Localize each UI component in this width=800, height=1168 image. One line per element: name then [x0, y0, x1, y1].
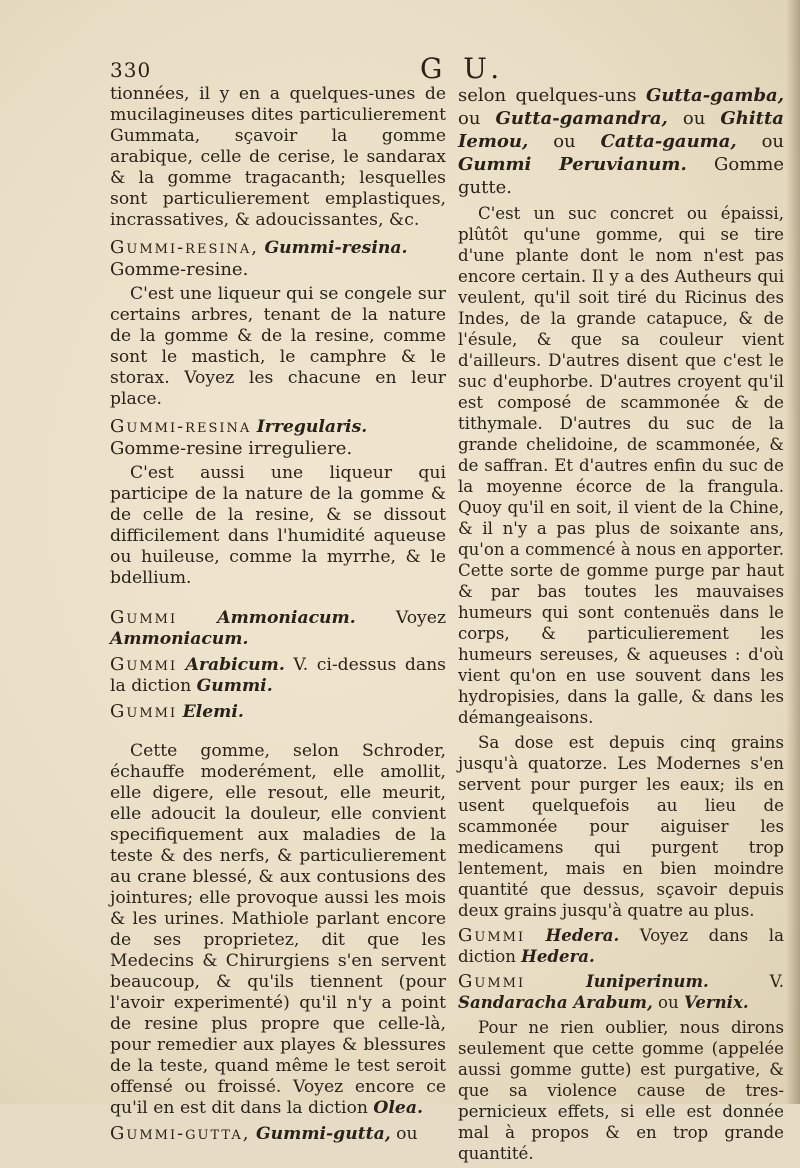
- entry-see: Voyez: [395, 608, 446, 628]
- entry-headword: Gummi: [110, 701, 178, 722]
- entry-gummi-resina-irregularis: [110, 416, 446, 438]
- page-edge-shadow: [786, 0, 800, 1104]
- entry-latin: Irregularis.: [256, 417, 368, 437]
- entry-latin: Iuniperinum.: [585, 971, 709, 991]
- entry-latin: Ammoniacum.: [217, 608, 356, 628]
- entry-latin: Gummi-resina.: [264, 238, 408, 258]
- synonym: Ghitta Iemou,: [458, 108, 784, 152]
- entry-gummi-iuniperinum: [458, 971, 784, 1013]
- entry-cross-reference: Hedera.: [521, 946, 595, 966]
- entry-headword: Gummi-resina,: [110, 237, 259, 258]
- synonym-or: ou: [682, 108, 706, 129]
- entry-latin: Gummi-gutta,: [255, 1124, 391, 1144]
- entry-cross-reference: Vernix.: [683, 992, 749, 1012]
- entry-french-name: Gomme-resine irreguliere.: [110, 438, 353, 459]
- entry-latin: Elemi.: [182, 702, 244, 722]
- synonym-or: ou: [458, 108, 481, 129]
- entry-cross-reference: Olea.: [373, 1098, 423, 1118]
- entry-see: V. ci-dessus dans la diction: [110, 655, 446, 696]
- entry-headword: Gummi: [110, 607, 178, 628]
- entry-text: Sa dose est depuis cinq grains jusqu'à quatorze. Les Modernes s'en servent pour purger les eaux; ils en usent quelquefois au lieu de scammonée pour aiguiser les medicamens qui purgent trop lentement, mais en bien moindre quantité que dessus, sçavoir depuis deux grains jusqu'à quatre au plus.: [458, 733, 784, 920]
- entry-gummi-gutta: [110, 1123, 446, 1145]
- entry-text: C'est une liqueur qui se congele sur certains arbres, tenant de la nature de la gomme & de la resine, comme sont le mastich, le camphre & le storax. Voyez les chacune en leur place.: [110, 284, 446, 409]
- entry-text-body: Cette gomme, selon Schroder, échauffe moderément, elle amollit, elle digere, elle resout, elle meurit, elle adoucit la douleur, elle convient specifiquement aux maladies de la teste & des nerfs, & particulierement au crane blessé, & aux contusions des jointures; elle provoque aussi les mois & les urines. Mathiole parlant encore de ses proprietez, dit que les Medecins & Chirurgiens s'en servent beaucoup, & qu'ils tiennent (pour l'avoir experimenté) qu'il n'y a point de resine plus propre que celle-là, pour remedier aux playes & blessures de la teste, quand même le test seroit offensé ou froissé. Voyez encore ce qu'il en est dit dans la diction: [110, 741, 446, 1118]
- left-paragraph-continued: tionnées, il y en a quelques-unes de mucilagineuses dites particulierement Gummata, sçavoir la gomme arabique, celle de cerise, le sandarax & la gomme tragacanth; lesquelles sont particulierement emplastiques, incrassatives, & adoucissantes, &c.: [110, 84, 446, 230]
- entry-headword: Gummi: [458, 971, 526, 992]
- entry-see: Voyez dans la diction: [458, 926, 784, 966]
- entry-cross-reference: Ammoniacum.: [110, 629, 249, 649]
- entry-gummi-arabicum: [110, 654, 446, 697]
- entry-gummi-elemi: [110, 701, 446, 723]
- right-column: [458, 84, 784, 1168]
- entry-gummi-hedera: [458, 925, 784, 967]
- entry-see: V.: [769, 972, 785, 991]
- entry-text: [110, 741, 446, 1119]
- entry-french-name: Gomme gutte.: [458, 154, 784, 198]
- spacer: [110, 593, 446, 607]
- synonym: Catta-gauma,: [600, 131, 737, 152]
- entry-cross-reference: Sandaracha Arabum,: [458, 992, 653, 1012]
- synonym-or: ou: [553, 131, 576, 152]
- synonym: Gummi Peruvianum.: [458, 154, 687, 175]
- page-header: [110, 52, 770, 86]
- entry-headword: Gummi-gutta,: [110, 1123, 251, 1144]
- synonym-or: ou: [761, 131, 784, 152]
- entry-headword: Gummi: [458, 925, 526, 946]
- entry-text: C'est un suc concret ou épaissi, plûtôt qu'une gomme, qui se tire d'une plante dont le nom n'est pas encore certain. Il y a des Autheurs qui veulent, qu'il soit tiré du Ricinus des Indes, de la grande catapuce, & de l'ésule, & que sa couleur vient d'ailleurs. D'autres disent que c'est le suc d'euphorbe. D'autres croyent qu'il est composé de scammonée & de tithymale. D'autres du suc de la grande chelidoine, de scammonée, & de saffran. Et d'autres enfin du suc de la moyenne écorce de la frangula. Quoy qu'il en soit, il vient de la Chine, & il n'y a pas plus de soixante ans, qu'on a commencé à nous en apporter. Cette sorte de gomme purge par haut & par bas toutes les mauvaises humeurs qui sont contenuës dans le corps, & particulierement les humeurs sereuses, & aqueuses : d'où vient qu'on en use souvent dans les hydropisies, dans la galle, & dans les démangeaisons.: [458, 204, 784, 727]
- entry-cross-reference: Gummi.: [196, 676, 273, 696]
- entry-or: ou: [396, 1124, 418, 1144]
- synonym: Gutta-gamandra,: [495, 108, 668, 129]
- synonyms-intro: selon quelques-uns: [458, 85, 637, 106]
- entry-text: C'est aussi une liqueur qui participe de la nature de la gomme & de celle de la resine, & se dissout difficilement dans l'humidité aqueuse ou huileuse, comme la myrrhe, & le bdellium.: [110, 463, 446, 588]
- gutta-synonyms: [458, 84, 784, 199]
- synonym: Gutta-gamba,: [645, 85, 784, 106]
- page-number: 330: [110, 58, 152, 82]
- entry-french-name: Gomme-resine.: [110, 259, 249, 280]
- entry-text: Pour ne rien oublier, nous dirons seulement que cette gomme (appelée aussi gomme gutte) est purgative, & que sa violence cause de tres-pernicieux effets, si elle est donnée mal à propos & en trop grande quantité.: [458, 1018, 784, 1163]
- entry-latin: Hedera.: [545, 925, 620, 945]
- spacer: [110, 727, 446, 741]
- entry-headword: Gummi: [110, 654, 178, 675]
- running-head: G U.: [420, 52, 506, 85]
- left-column: [110, 84, 446, 1149]
- entry-headword: Gummi-resina: [110, 416, 252, 437]
- entry-or: ou: [658, 993, 679, 1012]
- entry-latin: Arabicum.: [185, 655, 285, 675]
- entry-gummi-resina: [110, 237, 446, 259]
- entry-gummi-ammoniacum: [110, 607, 446, 650]
